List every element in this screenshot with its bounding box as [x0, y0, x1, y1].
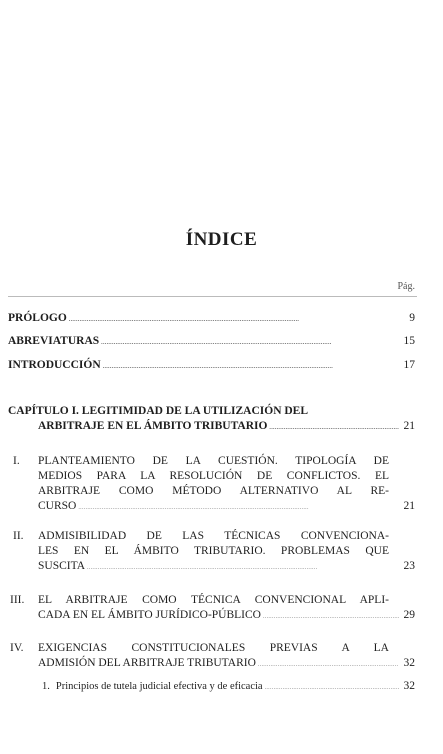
- section-line: EXIGENCIAS CONSTITUCIONALES PREVIAS A LA: [38, 642, 389, 654]
- dot-leader: [101, 334, 389, 351]
- dot-leader: [265, 679, 399, 696]
- toc-entry-page: 9: [409, 312, 415, 324]
- toc-entry-prologo[interactable]: [8, 311, 415, 328]
- dot-leader: [87, 559, 389, 576]
- toc-entry-introduccion[interactable]: [8, 358, 415, 375]
- toc-section-2[interactable]: [38, 529, 389, 559]
- section-line: ADMISIÓN DEL ARBITRAJE TRIBUTARIO: [38, 657, 256, 669]
- toc-entry-page: 32: [403, 657, 415, 669]
- page-title: ÍNDICE: [185, 229, 258, 250]
- section-line: SUSCITA: [38, 560, 86, 572]
- toc-section-1-last[interactable]: [38, 499, 415, 516]
- section-number: III.: [10, 594, 25, 606]
- section-number: IV.: [10, 642, 24, 654]
- toc-section-3-last[interactable]: [38, 608, 415, 625]
- toc-entry-label: ABREVIATURAS: [8, 335, 100, 347]
- toc-entry-page: 15: [403, 335, 415, 347]
- toc-subsection-1[interactable]: [42, 679, 415, 696]
- section-line: PLANTEAMIENTO DE LA CUESTIÓN. TIPOLOGÍA DE: [38, 455, 389, 467]
- toc-entry-label: INTRODUCCIÓN: [8, 359, 101, 371]
- toc-entry-page: 21: [403, 420, 415, 432]
- chapter-title-line: ARBITRAJE EN EL ÁMBITO TRIBUTARIO: [38, 420, 268, 432]
- toc-section-2-last[interactable]: [38, 559, 415, 576]
- section-line: ADMISIBILIDAD DE LAS TÉCNICAS CONVENCIONA-: [38, 530, 389, 542]
- section-number: I.: [13, 455, 20, 467]
- chapter-title-line: CAPÍTULO I. LEGITIMIDAD DE LA UTILIZACIÓN DEL: [8, 405, 309, 417]
- section-line: CURSO: [38, 500, 77, 512]
- toc-section-1[interactable]: [38, 454, 389, 499]
- dot-leader: [263, 608, 399, 625]
- section-line: CADA EN EL ÁMBITO JURÍDICO-PÚBLICO: [38, 609, 261, 621]
- dot-leader: [269, 419, 399, 436]
- toc-entry-page: 29: [403, 609, 415, 621]
- dot-leader: [258, 656, 398, 673]
- section-line: EL ARBITRAJE COMO TÉCNICA CONVENCIONAL APLI-: [38, 594, 389, 606]
- toc-entry-label: PRÓLOGO: [8, 312, 67, 324]
- section-line: MEDIOS PARA LA RESOLUCIÓN DE CONFLICTOS. EL: [38, 470, 389, 482]
- dot-leader: [69, 311, 389, 328]
- toc-entry-page: 21: [403, 500, 415, 512]
- section-line: ARBITRAJE COMO MÉTODO ALTERNATIVO AL RE-: [38, 485, 389, 497]
- toc-entry-abreviaturas[interactable]: [8, 334, 415, 351]
- toc-entry-page: 32: [403, 680, 415, 692]
- toc-entry-page: 23: [403, 560, 415, 572]
- subsection-number: 1.: [42, 681, 50, 692]
- toc-chapter-1[interactable]: [8, 404, 415, 419]
- page-column-label: Pág.: [397, 281, 415, 292]
- section-number: II.: [13, 530, 24, 542]
- dot-leader: [103, 358, 389, 375]
- dot-leader: [78, 499, 389, 516]
- toc-section-3[interactable]: [38, 593, 389, 608]
- subsection-label: Principios de tutela judicial efectiva y de eficacia: [55, 681, 263, 692]
- toc-section-4[interactable]: [38, 641, 389, 656]
- toc-entry-page: 17: [403, 359, 415, 371]
- toc-section-4-last[interactable]: [38, 656, 415, 673]
- header-divider: [8, 296, 417, 297]
- toc-chapter-1-line2[interactable]: [38, 419, 415, 436]
- section-line: LES EN EL ÁMBITO TRIBUTARIO. PROBLEMAS QUE: [38, 545, 389, 557]
